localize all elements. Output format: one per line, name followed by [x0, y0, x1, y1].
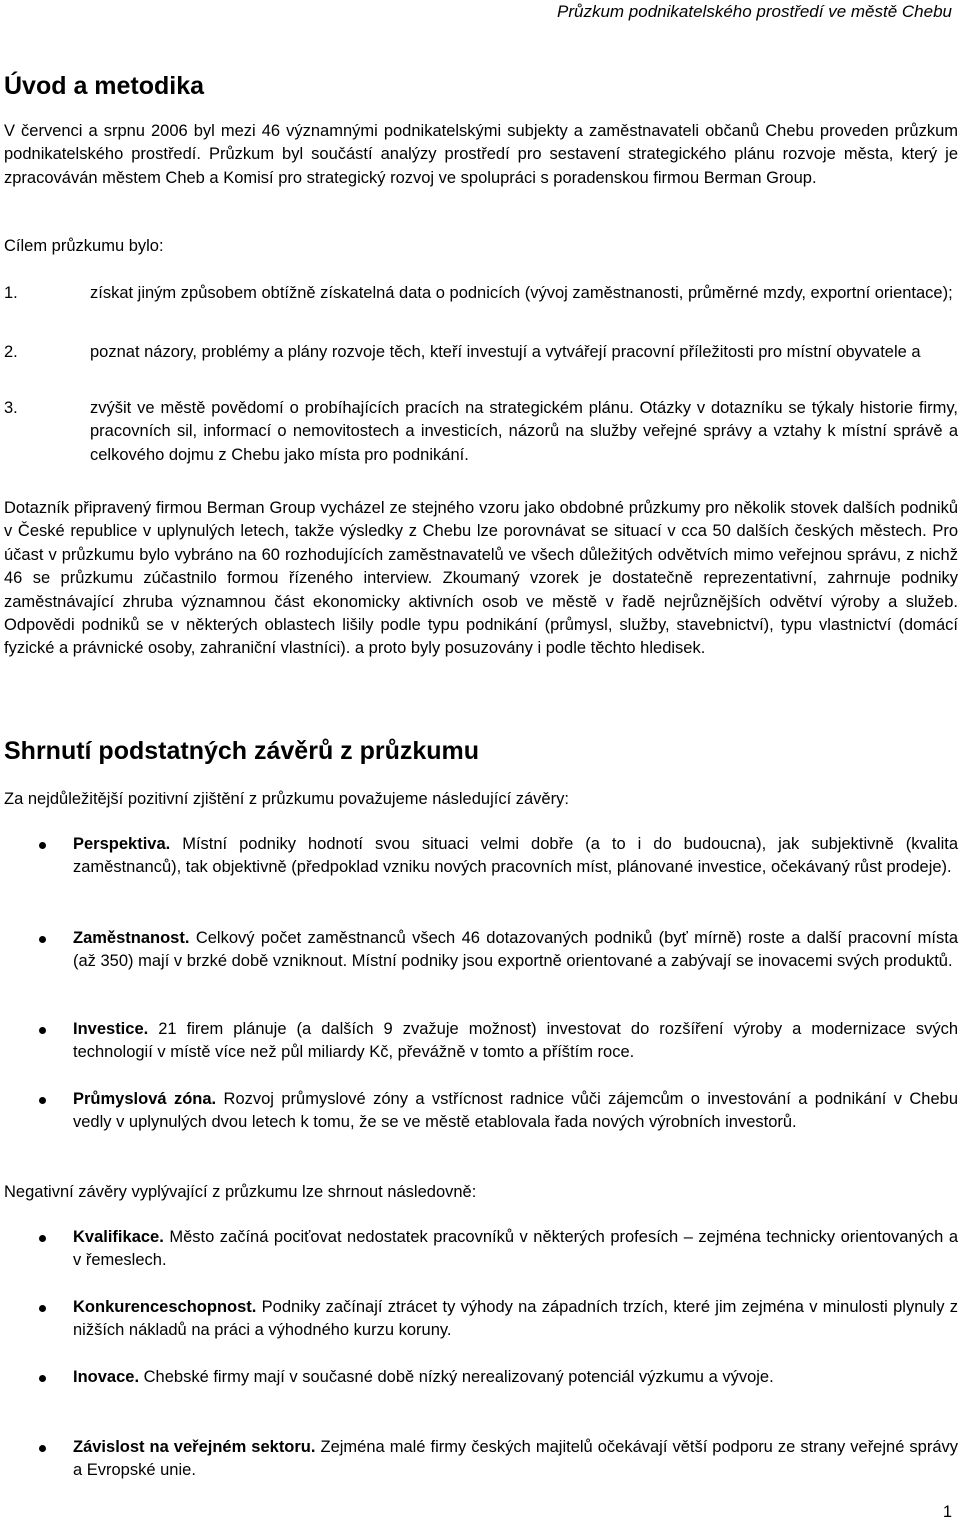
item-text: Zejména malé firmy českých majitelů očekávají větší podporu ze strany veřejné správy a Evropské unie. — [73, 1438, 958, 1480]
item-term: Konkurenceschopnost. — [73, 1298, 257, 1316]
section-title-summary: Shrnutí podstatných závěrů z průzkumu — [4, 737, 480, 765]
bullet-icon — [39, 1305, 46, 1312]
goals-label: Cílem průzkumu bylo: — [4, 237, 164, 255]
item-term: Zaměstnanost. — [73, 929, 190, 947]
negative-intro: Negativní závěry vyplývající z průzkumu lze shrnout následovně: — [4, 1183, 477, 1201]
goal-number: 3. — [4, 399, 18, 417]
item-term: Investice. — [73, 1020, 149, 1038]
bullet-icon — [39, 842, 46, 849]
method-paragraph: Dotazník připravený firmou Berman Group vycházel ze stejného vzoru jako obdobné průzkumy pro několik stovek dalších podniků v České republice v uplynulých letech, takže výsledky z Chebu lze porovnávat se situací v cca 50 dalších českých městech. Pro účast v průzkumu bylo vybráno na 60 rozhodujících zaměstnavatelů ve všech důležitých odvětvích mimo veřejnou správu, z nichž 46 se průzkumu zúčastnilo formou řízeného interview. Zkoumaný vzorek je dostatečně reprezentativní, zahrnuje podniky zaměstnávající zhruba významnou část ekonomicky aktivních osob ve městě v řadě nejrůznějších odvětví výroby a služeb. Odpovědi podniků se v některých oblastech lišily podle typu podnikání (průmysl, služby, stavebnictví), typu vlastnictví (domácí fyzické a právnické osoby, zahraniční vlastníci). a proto byly posuzovány i podle těchto hledisek. — [4, 499, 958, 658]
item-term: Perspektiva. — [73, 835, 171, 853]
item-text: Podniky začínají ztrácet ty výhody na západních trzích, které jim zejména v minulosti plynuly z nižších nákladů na práci a výhodného kurzu koruny. — [73, 1298, 958, 1340]
item-text: Rozvoj průmyslové zóny a vstřícnost radnice vůči zájemcům o investování a podnikání v Chebu vedly v uplynulých dvou letech k tomu, že se ve městě etablovala řada nových výrobních investorů. — [73, 1090, 958, 1132]
item-term: Inovace. — [73, 1368, 140, 1386]
bullet-icon — [39, 1027, 46, 1034]
item-text: Celkový počet zaměstnanců všech 46 dotazovaných podniků (byť mírně) roste a další pracovní místa (až 350) mají v brzké době vzniknout. Místní podniky jsou exportně orientované a zabývají se inovacemi svých produktů. — [73, 929, 958, 971]
item-text: Místní podniky hodnotí svou situaci velmi dobře (a to i do budoucna), jak subjektivně (kvalita zaměstnanců), tak objektivně (předpoklad vzniku nových pracovních míst, plánované investice, očekávaný růst prodeje). — [73, 835, 958, 877]
item-term: Kvalifikace. — [73, 1228, 164, 1246]
goal-text: zvýšit ve městě povědomí o probíhajících pracích na strategickém plánu. Otázky v dotazníku se týkaly historie firmy, pracovních sil, informací o nemovitostech a investicích, názorů na služby veřejné správy a vztahy k místní správě a celkového dojmu z Chebu jako místa pro podnikání. — [90, 399, 958, 464]
bullet-icon — [39, 1097, 46, 1104]
goal-number: 1. — [4, 284, 18, 302]
bullet-icon — [39, 1445, 46, 1452]
item-text: Město začíná pociťovat nedostatek pracovníků v některých profesích – zejména technicky orientovaných a v řemeslech. — [73, 1228, 958, 1270]
bullet-icon — [39, 1375, 46, 1382]
bullet-icon — [39, 1235, 46, 1242]
page-number: 1 — [942, 1503, 952, 1521]
intro-paragraph: V červenci a srpnu 2006 byl mezi 46 významnými podnikatelskými subjekty a zaměstnavateli občanů Chebu proveden průzkum podnikatelského prostředí. Průzkum byl součástí analýzy prostředí pro sestavení strategického plánu rozvoje města, který je zpracováván městem Cheb a Komisí pro strategický rozvoj ve spolupráci s poradenskou firmou Berman Group. — [4, 122, 958, 187]
item-term: Závislost na veřejném sektoru. — [73, 1438, 316, 1456]
bullet-icon — [39, 936, 46, 943]
positive-intro: Za nejdůležitější pozitivní zjištění z průzkumu považujeme následující závěry: — [4, 790, 569, 808]
section-title-intro: Úvod a metodika — [4, 72, 205, 100]
running-header: Průzkum podnikatelského prostředí ve městě Chebu — [557, 2, 952, 21]
goal-text: poznat názory, problémy a plány rozvoje těch, kteří investují a vytvářejí pracovní příležitosti pro místní obyvatele a — [90, 343, 921, 361]
goal-number: 2. — [4, 343, 18, 361]
goal-text: získat jiným způsobem obtížně získatelná data o podnicích (vývoj zaměstnanosti, průměrné mzdy, exportní orientace); — [90, 284, 953, 302]
item-term: Průmyslová zóna. — [73, 1090, 217, 1108]
item-text: 21 firem plánuje (a dalších 9 zvažuje možnost) investovat do rozšíření výroby a modernizace svých technologií v místě více než půl miliardy Kč, převážně v tomto a příštím roce. — [73, 1020, 958, 1062]
item-text: Chebské firmy mají v současné době nízký nerealizovaný potenciál výzkumu a vývoje. — [139, 1368, 774, 1386]
